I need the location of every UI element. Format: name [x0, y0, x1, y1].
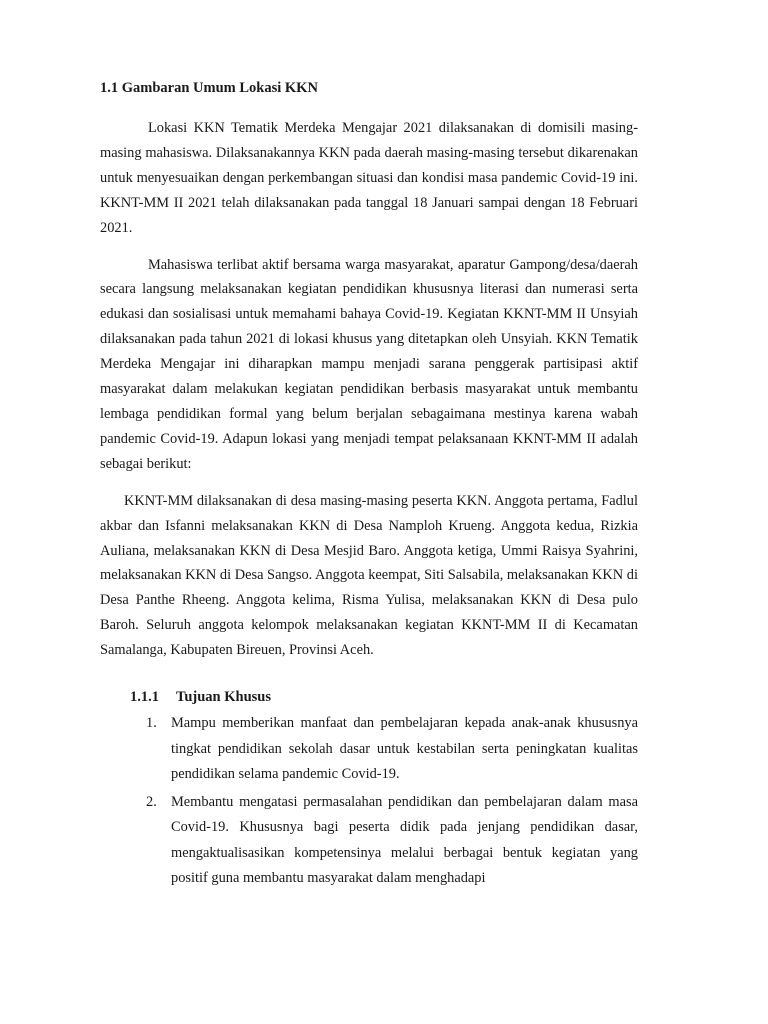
list-item: [100, 790, 638, 892]
objectives-list: [100, 711, 638, 892]
paragraph-students: Mahasiswa terlibat aktif bersama warga masyarakat, aparatur Gampong/desa/daerah secara langsung melaksanakan kegiatan pendidikan khususnya literasi dan numerasi serta edukasi dan sosialisasi untuk memahami bahaya Covid-19. Kegiatan KKNT-MM II Unsyiah dilaksanakan pada tahun 2021 di lokasi khusus yang ditetapkan oleh Unsyiah. KKN Tematik Merdeka Mengajar ini diharapkan mampu menjadi sarana penggerak partisipasi aktif masyarakat dalam melakukan kegiatan pendidikan berbasis masyarakat untuk membantu lembaga pendidikan formal yang belum berjalan sebagaimana mestinya karena wabah pandemic Covid-19. Adapun lokasi yang menjadi tempat pelaksanaan KKNT-MM II adalah sebagai berikut:: [100, 256, 638, 472]
list-item-text: Membantu mengatasi permasalahan pendidikan dan pembelajaran dalam masa Covid-19. Khususnya bagi peserta didik pada jenjang pendidikan dasar, mengaktualisasikan kompetensinya melalui berbagai bentuk kegiatan yang positif guna membantu masyarakat dalam menghadapi: [171, 793, 638, 887]
section-heading: 1.1 Gambaran Umum Lokasi KKN: [100, 80, 318, 96]
subsection-number: 1.1.1: [130, 689, 159, 706]
paragraph-members: KKNT-MM dilaksanakan di desa masing-masing peserta KKN. Anggota pertama, Fadlul akbar dan Isfanni melaksanakan KKN di Desa Namploh Krueng. Anggota kedua, Rizkia Auliana, melaksanakan KKN di Desa Mesjid Baro. Anggota ketiga, Ummi Raisya Syahrini, melaksanakan KKN di Desa Sangso. Anggota keempat, Siti Salsabila, melaksanakan KKN di Desa Panthe Rheeng. Anggota kelima, Risma Yulisa, melaksanakan KKN di Desa pulo Baroh. Seluruh anggota kelompok melaksanakan kegiatan KKNT-MM II di Kecamatan Samalanga, Kabupaten Bireuen, Provinsi Aceh.: [100, 492, 638, 659]
subsection-heading: [130, 687, 638, 707]
list-marker: 1.: [146, 715, 157, 732]
list-marker: 2.: [146, 793, 157, 810]
paragraph-location: Lokasi KKN Tematik Merdeka Mengajar 2021 dilaksanakan di domisili masing-masing mahasiswa. Dilaksanakannya KKN pada daerah masing-masing tersebut dikarenakan untuk menyesuaikan dengan perkembangan situasi dan kondisi masa pandemic Covid-19 ini. KKNT-MM II 2021 telah dilaksanakan pada tanggal 18 Januari sampai dengan 18 Februari 2021.: [100, 120, 638, 236]
list-item: [100, 711, 638, 788]
subsection-title: Tujuan Khusus: [176, 689, 271, 706]
list-item-text: Mampu memberikan manfaat dan pembelajaran kepada anak-anak khususnya tingkat pendidikan sekolah dasar untuk kestabilan serta peningkatan kualitas pendidikan selama pandemic Covid-19.: [171, 715, 638, 783]
